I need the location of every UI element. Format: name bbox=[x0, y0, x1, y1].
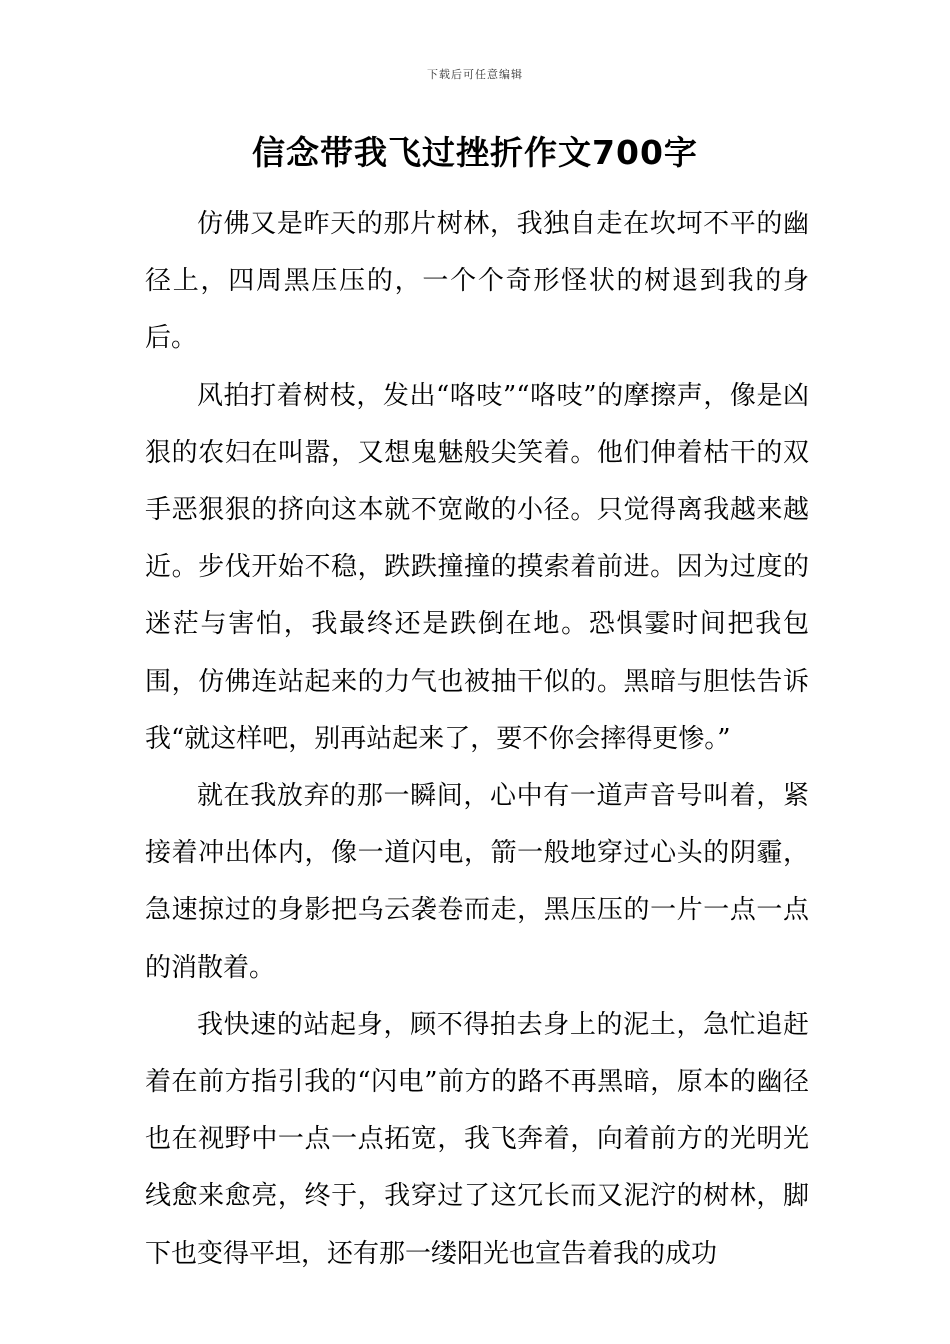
body-paragraph-1: 仿佛又是昨天的那片树林，我独自走在坎坷不平的幽径上，四周黑压压的，一个个奇形怪状的树退到我的身后。 bbox=[145, 209, 809, 354]
document-body bbox=[145, 196, 809, 1283]
document-title: 信念带我飞过挫折作文700字 bbox=[252, 133, 698, 172]
page-header-note: 下载后可任意编辑 bbox=[427, 68, 523, 81]
body-paragraph-2: 风拍打着树枝，发出“咯吱”“咯吱”的摩擦声，像是凶狠的农妇在叫嚣，又想鬼魅般尖笑着。他们伸着枯干的双手恶狠狠的挤向这本就不宽敞的小径。只觉得离我越来越近。步伐开始不稳，跌跌撞撞的摸索着前进。因为过度的迷茫与害怕，我最终还是跌倒在地。恐惧霎时间把我包围，仿佛连站起来的力气也被抽干似的。黑暗与胆怯告诉我“就这样吧，别再站起来了，要不你会摔得更惨。” bbox=[145, 380, 809, 754]
body-paragraph-3: 就在我放弃的那一瞬间，心中有一道声音号叫着，紧接着冲出体内，像一道闪电，箭一般地穿过心头的阴霾，急速掠过的身影把乌云袭卷而走，黑压压的一片一点一点的消散着。 bbox=[145, 781, 809, 983]
body-paragraph-4: 我快速的站起身，顾不得拍去身上的泥土，急忙追赶着在前方指引我的“闪电”前方的路不再黑暗，原本的幽径也在视野中一点一点拓宽，我飞奔着，向着前方的光明光线愈来愈亮，终于，我穿过了这冗长而又泥泞的树林，脚下也变得平坦，还有那一缕阳光也宣告着我的成功 bbox=[145, 1009, 809, 1269]
